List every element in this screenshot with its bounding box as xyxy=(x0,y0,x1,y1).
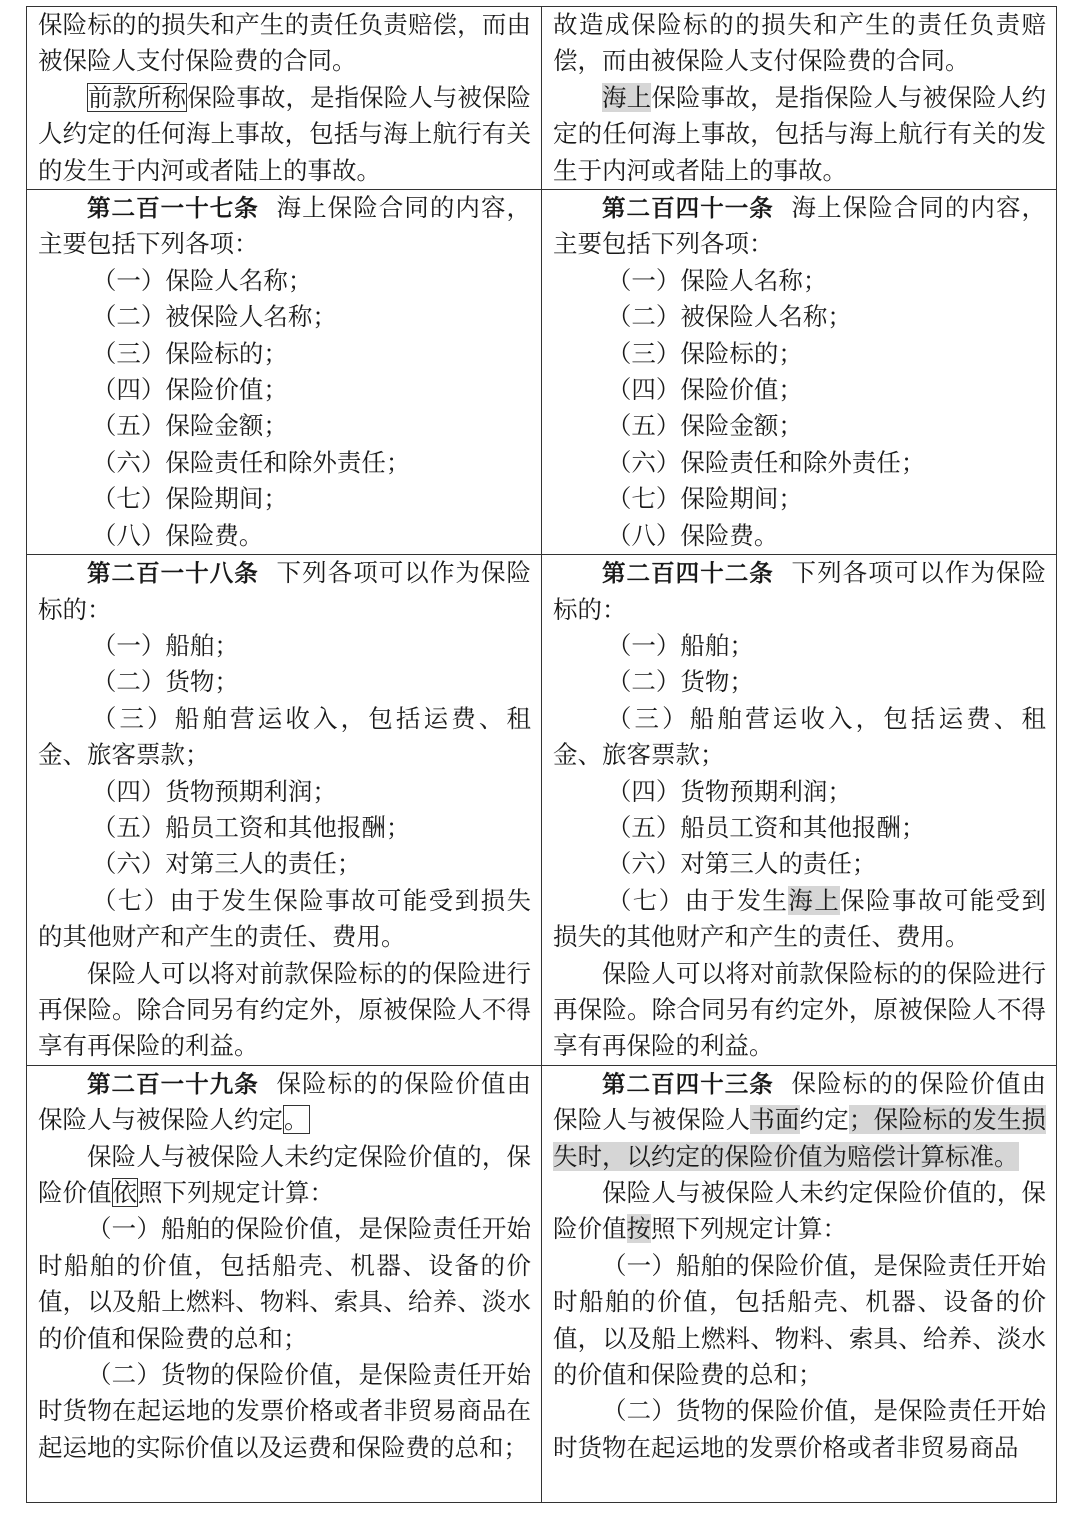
list-item: （五）船员工资和其他报酬； xyxy=(606,812,926,842)
list-item: （八）保险费。 xyxy=(91,520,264,550)
list-item: （七）保险期间； xyxy=(606,484,803,514)
paragraph xyxy=(38,80,531,189)
highlighted-change: 按 xyxy=(626,1214,651,1244)
paragraph xyxy=(553,1175,1046,1248)
article-number: 第二百一十九条 xyxy=(87,1069,259,1098)
boxed-change: 前款所称 xyxy=(88,82,187,112)
list-item: （五）保险金额； xyxy=(606,411,803,441)
list-item: （三）船舶营运收入，包括运费、租金、旅客票款； xyxy=(38,703,531,770)
paragraph-text: 照下列规定计算： xyxy=(651,1214,847,1244)
list-item: （一）船舶的保险价值，是保险责任开始时船舶的价值，包括船壳、机器、设备的价值，以及船上燃料、物料、索具、给养、淡水的价值和保险费的总和； xyxy=(553,1250,1046,1390)
list-item: （四）货物预期利润； xyxy=(91,776,337,806)
paragraph: 保险人可以将对前款保险标的的保险进行再保险。除合同另有约定外，原被保险人不得享有再保险的利益。 xyxy=(38,958,531,1061)
list-item: （七）由于发生保险事故可能受到损失的其他财产和产生的责任、费用。 xyxy=(38,885,531,952)
list-item xyxy=(553,883,1046,956)
list-item: （一）船舶； xyxy=(606,630,754,660)
paragraph-text: 照下列规定计算： xyxy=(138,1178,334,1207)
paragraph-text: 保险事故，是指保险人与被保险人约定的任何海上事故，包括与海上航行有关的发生于内河或者陆上的事故。 xyxy=(38,82,532,185)
left-cell xyxy=(27,190,542,555)
article-intro: 保险标的的保险价值由保险人与被保险人约定 xyxy=(38,1068,532,1135)
list-item: （一）保险人名称； xyxy=(606,265,828,295)
right-cell xyxy=(542,1065,1057,1502)
list-item: （二）被保险人名称； xyxy=(606,302,852,332)
article-number: 第二百四十一条 xyxy=(602,194,774,223)
list-item: （四）保险价值； xyxy=(606,375,803,405)
comparison-page xyxy=(26,6,1056,1503)
paragraph-text: 保险人与被保险人未约定保险价值的，保险价值 xyxy=(38,1141,531,1207)
article-intro: 保险标的的保险价值由保险人与被保险人 xyxy=(553,1068,1047,1135)
article-paragraph xyxy=(38,190,531,263)
list-item: （八）保险费。 xyxy=(606,520,779,550)
continuation-text: 保险标的的损失和产生的责任负责赔偿，而由被保险人支付保险费的合同。 xyxy=(38,10,531,76)
boxed-change: 。 xyxy=(284,1105,309,1135)
law-comparison-table xyxy=(26,6,1057,1503)
article-paragraph xyxy=(553,1066,1046,1175)
table-row xyxy=(27,555,1057,1066)
article-paragraph xyxy=(553,190,1046,263)
article-number: 第二百四十二条 xyxy=(602,559,774,588)
highlighted-change: 海上 xyxy=(602,82,652,112)
list-item-text: 保险事故可能受到损失的其他财产和产生的责任、费用。 xyxy=(553,885,1047,952)
article-paragraph xyxy=(38,1066,531,1139)
list-item: （五）保险金额； xyxy=(91,411,288,441)
list-item: （五）船员工资和其他报酬； xyxy=(91,812,411,842)
highlighted-change: ；保险标的发生损失时，以约定的保险价值为赔偿计算标准。 xyxy=(553,1105,1047,1171)
article-intro: 约定 xyxy=(799,1105,849,1135)
list-item: （六）保险责任和除外责任； xyxy=(91,447,411,477)
article-intro: 海上保险合同的内容，主要包括下列各项： xyxy=(38,193,532,259)
list-item: （三）保险标的； xyxy=(606,338,803,368)
left-cell xyxy=(27,1065,542,1502)
right-cell xyxy=(542,190,1057,555)
list-item: （一）船舶的保险价值，是保险责任开始时船舶的价值，包括船壳、机器、设备的价值，以及船上燃料、物料、索具、给养、淡水的价值和保险费的总和； xyxy=(38,1214,531,1353)
article-number: 第二百四十三条 xyxy=(602,1069,774,1098)
left-cell xyxy=(27,7,542,190)
right-cell xyxy=(542,7,1057,190)
article-number: 第二百一十七条 xyxy=(87,194,259,223)
list-item: （六）对第三人的责任； xyxy=(606,849,877,879)
article-paragraph xyxy=(553,555,1046,628)
paragraph: 保险人可以将对前款保险标的的保险进行再保险。除合同另有约定外，原被保险人不得享有再保险的利益。 xyxy=(553,958,1046,1061)
article-paragraph xyxy=(38,555,531,628)
list-item: （三）船舶营运收入，包括运费、租金、旅客票款； xyxy=(553,703,1046,770)
table-row xyxy=(27,1065,1057,1502)
list-item: （二）被保险人名称； xyxy=(91,302,337,332)
list-item: （六）保险责任和除外责任； xyxy=(606,447,926,477)
list-item: （四）货物预期利润； xyxy=(606,776,852,806)
paragraph xyxy=(38,1139,531,1212)
list-item: （一）保险人名称； xyxy=(91,265,313,295)
list-item: （六）对第三人的责任； xyxy=(91,849,362,879)
list-item: （一）船舶； xyxy=(91,630,239,660)
highlighted-change: 书面 xyxy=(750,1105,800,1135)
article-intro: 下列各项可以作为保险标的： xyxy=(553,558,1047,624)
list-item: （二）货物的保险价值，是保险责任开始时货物在起运地的发票价格或者非贸易商品 xyxy=(553,1396,1046,1462)
article-intro: 下列各项可以作为保险标的： xyxy=(38,558,532,624)
boxed-change: 依 xyxy=(112,1178,137,1207)
left-cell xyxy=(27,555,542,1066)
article-intro: 海上保险合同的内容，主要包括下列各项： xyxy=(553,193,1047,259)
table-row xyxy=(27,7,1057,190)
right-cell xyxy=(542,555,1057,1066)
paragraph xyxy=(553,80,1046,189)
list-item: （二）货物的保险价值，是保险责任开始时货物在起运地的发票价格或者非贸易商品在起运地的实际价值以及运费和保险费的总和； xyxy=(38,1360,531,1462)
continuation-text: 故造成保险标的的损失和产生的责任负责赔偿，而由被保险人支付保险费的合同。 xyxy=(553,10,1046,76)
list-item: （四）保险价值； xyxy=(91,375,288,405)
list-item: （二）货物； xyxy=(606,667,754,697)
paragraph-text: 保险人与被保险人未约定保险价值的，保险价值 xyxy=(553,1178,1046,1244)
list-item: （三）保险标的； xyxy=(91,338,288,368)
table-row xyxy=(27,190,1057,555)
list-item: （二）货物； xyxy=(91,667,239,697)
highlighted-change: 海上 xyxy=(788,885,841,915)
paragraph-text: 保险事故，是指保险人与被保险人约定的任何海上事故，包括与海上航行有关的发生于内河或者陆上的事故。 xyxy=(553,82,1047,185)
list-item: （七）保险期间； xyxy=(91,484,288,514)
list-item-text: （七）由于发生 xyxy=(606,885,789,915)
article-number: 第二百一十八条 xyxy=(87,559,259,588)
